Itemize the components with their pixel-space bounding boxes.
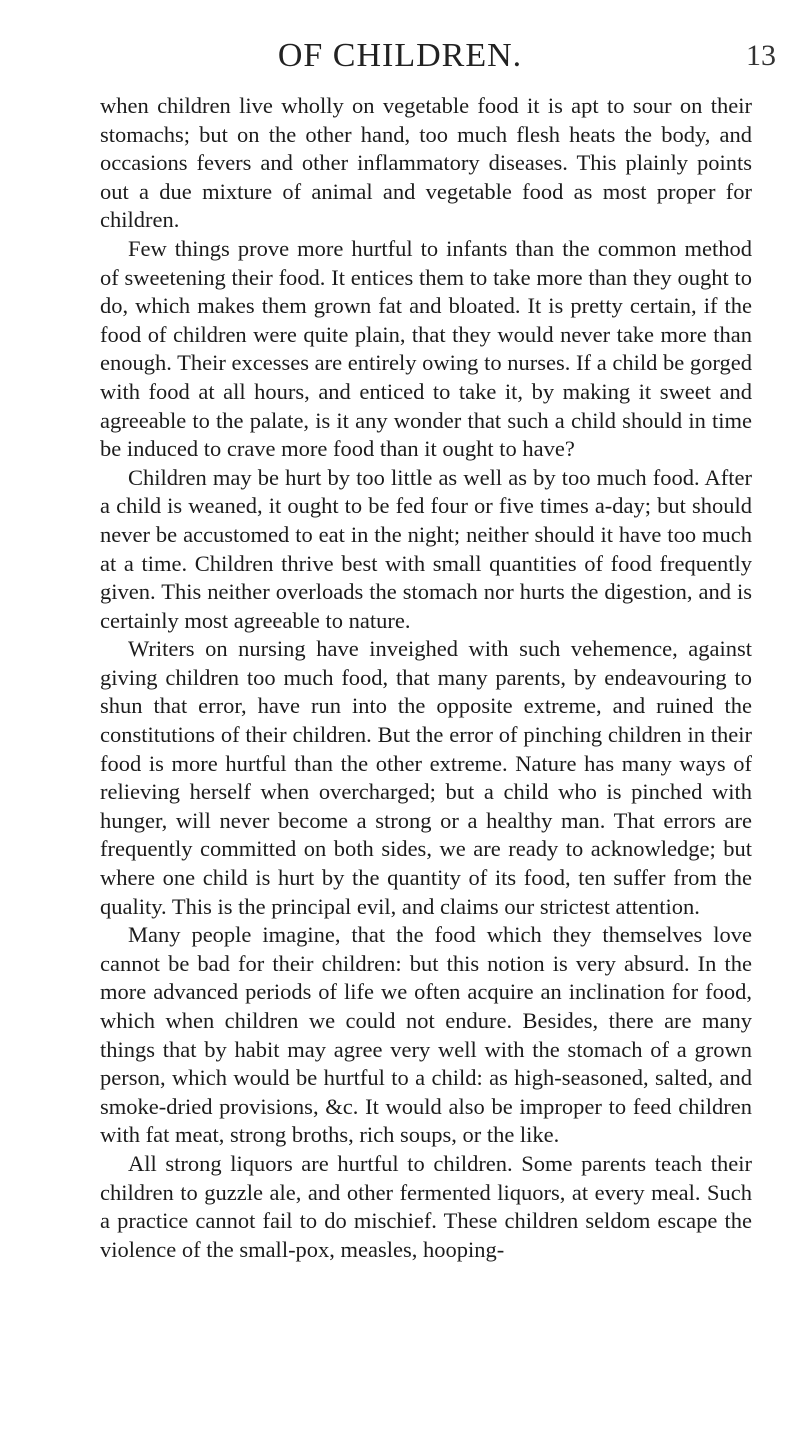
running-title: OF CHILDREN.	[277, 37, 523, 74]
paragraph-adult-food: Many people imagine, that the food which they themselves love cannot be bad for their children: but this notion is very absurd. In the more advanced periods of life we often acquire an inclination for food, which when children we could not endure. Besides, there are many things that by habit may agree very well with the stomach of a grown person, which would be hurtful to a child: as high-seasoned, salted, and smoke-dried provisions, &c. It would also be improper to feed children with fat meat, strong broths, rich soups, or the like.	[100, 922, 752, 1148]
running-head	[0, 0, 800, 90]
paragraph-continued: when children live wholly on vegetable food it is apt to sour on their stomachs; but on the other hand, too much flesh heats the body, and occasions fevers and other inflammatory diseases. This plainly points out a due mixture of animal and vegetable food as most proper for children.	[100, 93, 752, 233]
paragraph-strong-liquors: All strong liquors are hurtful to children. Some parents teach their children to guzzle ale, and other fermented liquors, at every meal. Such a practice cannot fail to do mischief. These children seldom escape the violence of the small-pox, measles, hooping-	[100, 1150, 752, 1262]
paragraph-pinching: Writers on nursing have inveighed with such vehemence, against giving children too much food, that many parents, by endeavouring to shun that error, have run into the opposite extreme, and ruined the constitutions of their children. But the error of pinching children in their food is more hurtful than the other extreme. Nature has many ways of relieving herself when overcharged; but a child who is pinched with hunger, will never become a strong or a healthy man. That errors are frequently committed on both sides, we are ready to acknowledge; but where one child is hurt by the quantity of its food, ten suffer from the quality. This is the principal evil, and claims our strictest attention.	[100, 636, 752, 919]
paragraph-quantity: Children may be hurt by too little as well as by too much food. After a child is weaned, it ought to be fed four or five times a-day; but should never be accustomed to eat in the night; neither should it have too much at a time. Children thrive best with small quantities of food frequently given. This neither overloads the stomach nor hurts the digestion, and is certainly most agreeable to nature.	[100, 464, 752, 633]
page-number: 13	[746, 39, 776, 72]
paragraph-sweetening: Few things prove more hurtful to infants than the common method of sweetening their food. It entices them to take more than they ought to do, which makes them grown fat and bloated. It is pretty certain, if the food of children were quite plain, that they would never take more than enough. Their excesses are entirely owing to nurses. If a child be gorged with food at all hours, and enticed to take it, by making it sweet and agreeable to the palate, is it any wonder that such a child should in time be induced to crave more food than it ought to have?	[100, 235, 752, 462]
body-text	[100, 92, 752, 1264]
